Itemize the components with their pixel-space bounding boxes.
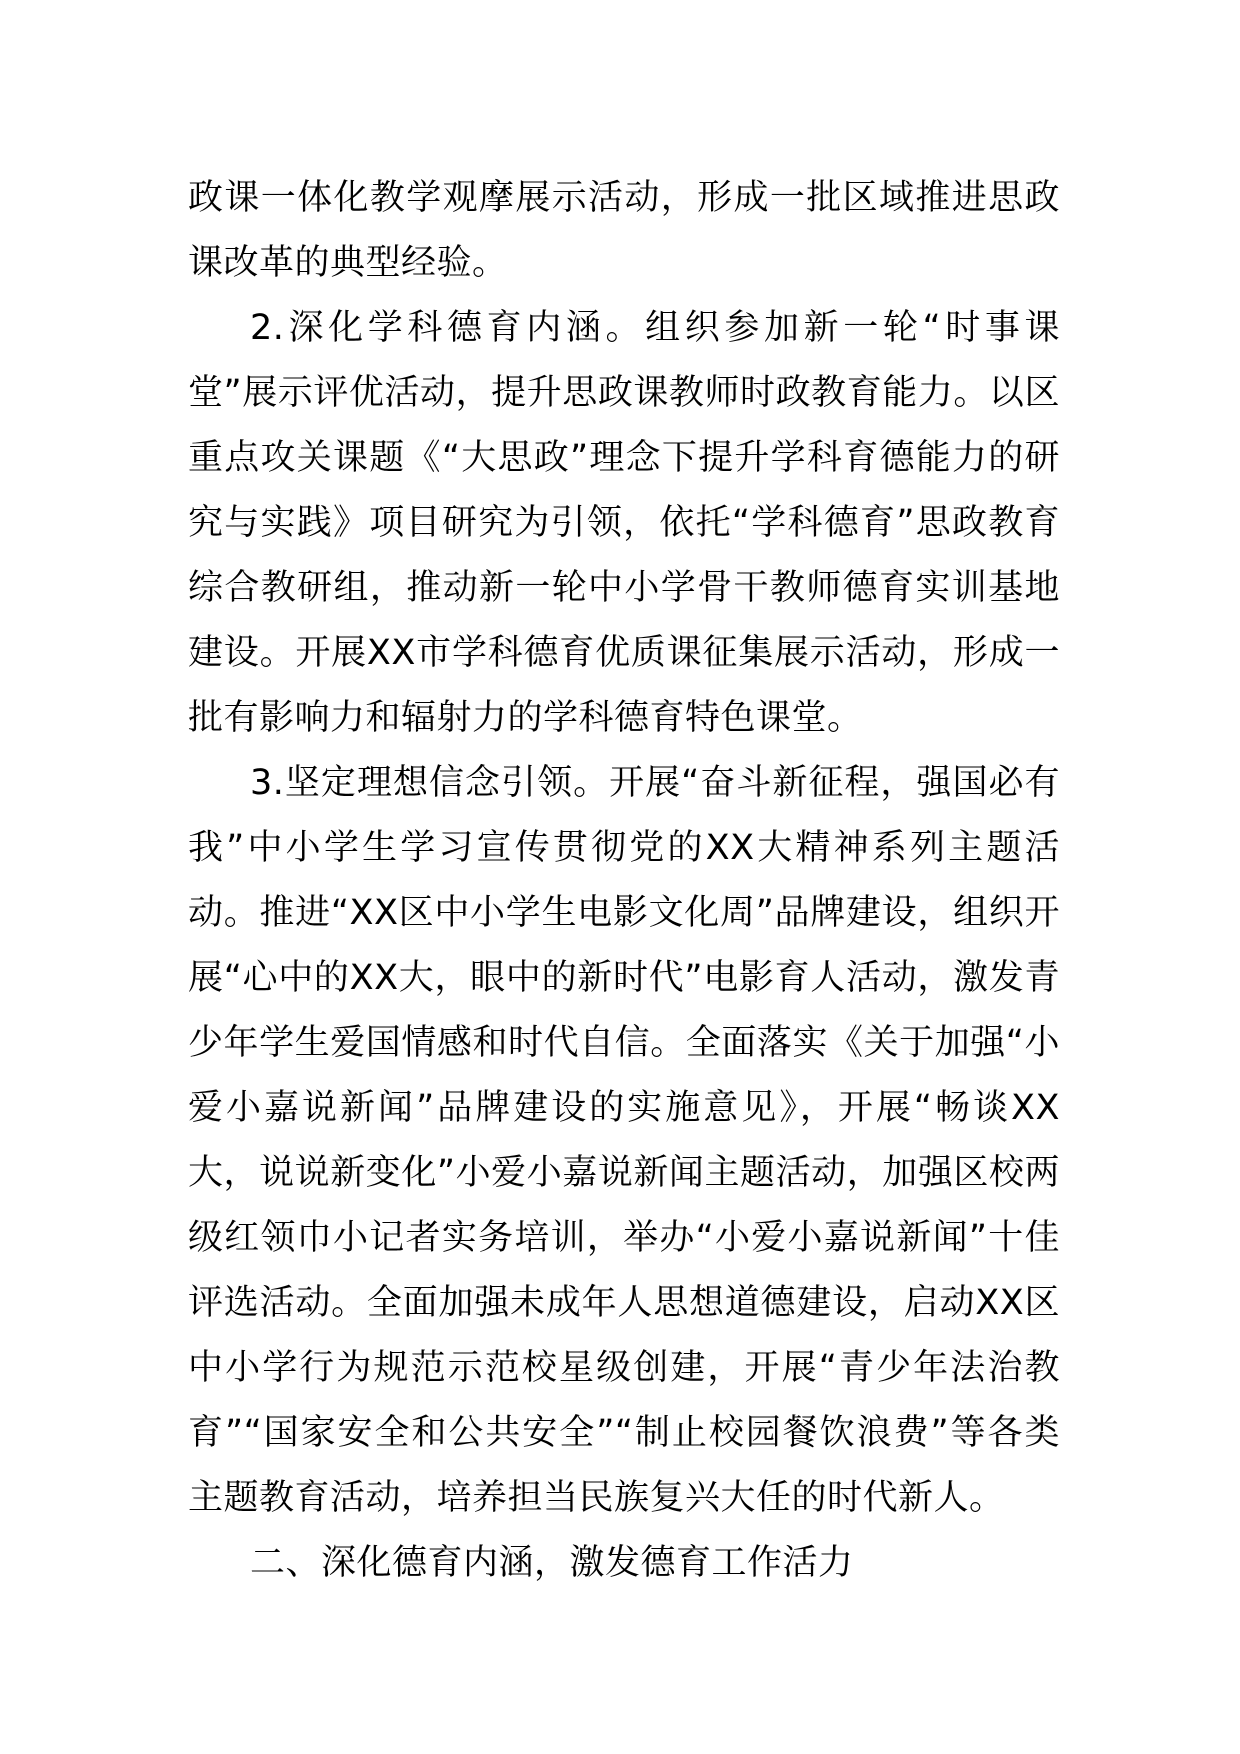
document-body [188,166,1060,1596]
paragraph-item-3: 3.坚定理想信念引领。开展“奋斗新征程，强国必有我”中小学生学习宣传贯彻党的XX大精神系列主题活动。推进“XX区中小学生电影文化周”品牌建设，组织开展“心中的XX大，眼中的新时代”电影育人活动，激发青少年学生爱国情感和时代自信。全面落实《关于加强“小爱小嘉说新闻”品牌建设的实施意见》，开展“畅谈XX大，说说新变化”小爱小嘉说新闻主题活动，加强区校两级红领巾小记者实务培训，举办“小爱小嘉说新闻”十佳评选活动。全面加强未成年人思想道德建设，启动XX区中小学行为规范示范校星级创建，开展“青少年法治教育”“国家安全和公共安全”“制止校园餐饮浪费”等各类主题教育活动，培养担当民族复兴大任的时代新人。 [188,763,1060,1518]
paragraph-item-2: 2.深化学科德育内涵。组织参加新一轮“时事课堂”展示评优活动，提升思政课教师时政教育能力。以区重点攻关课题《“大思政”理念下提升学科育德能力的研究与实践》项目研究为引领，依托“学科德育”思政教育综合教研组，推动新一轮中小学骨干教师德育实训基地建设。开展XX市学科德育优质课征集展示活动，形成一批有影响力和辐射力的学科德育特色课堂。 [188,308,1060,738]
paragraph-continuation: 政课一体化教学观摩展示活动，形成一批区域推进思政课改革的典型经验。 [188,178,1060,283]
section-heading: 二、深化德育内涵，激发德育工作活力 [250,1543,854,1583]
